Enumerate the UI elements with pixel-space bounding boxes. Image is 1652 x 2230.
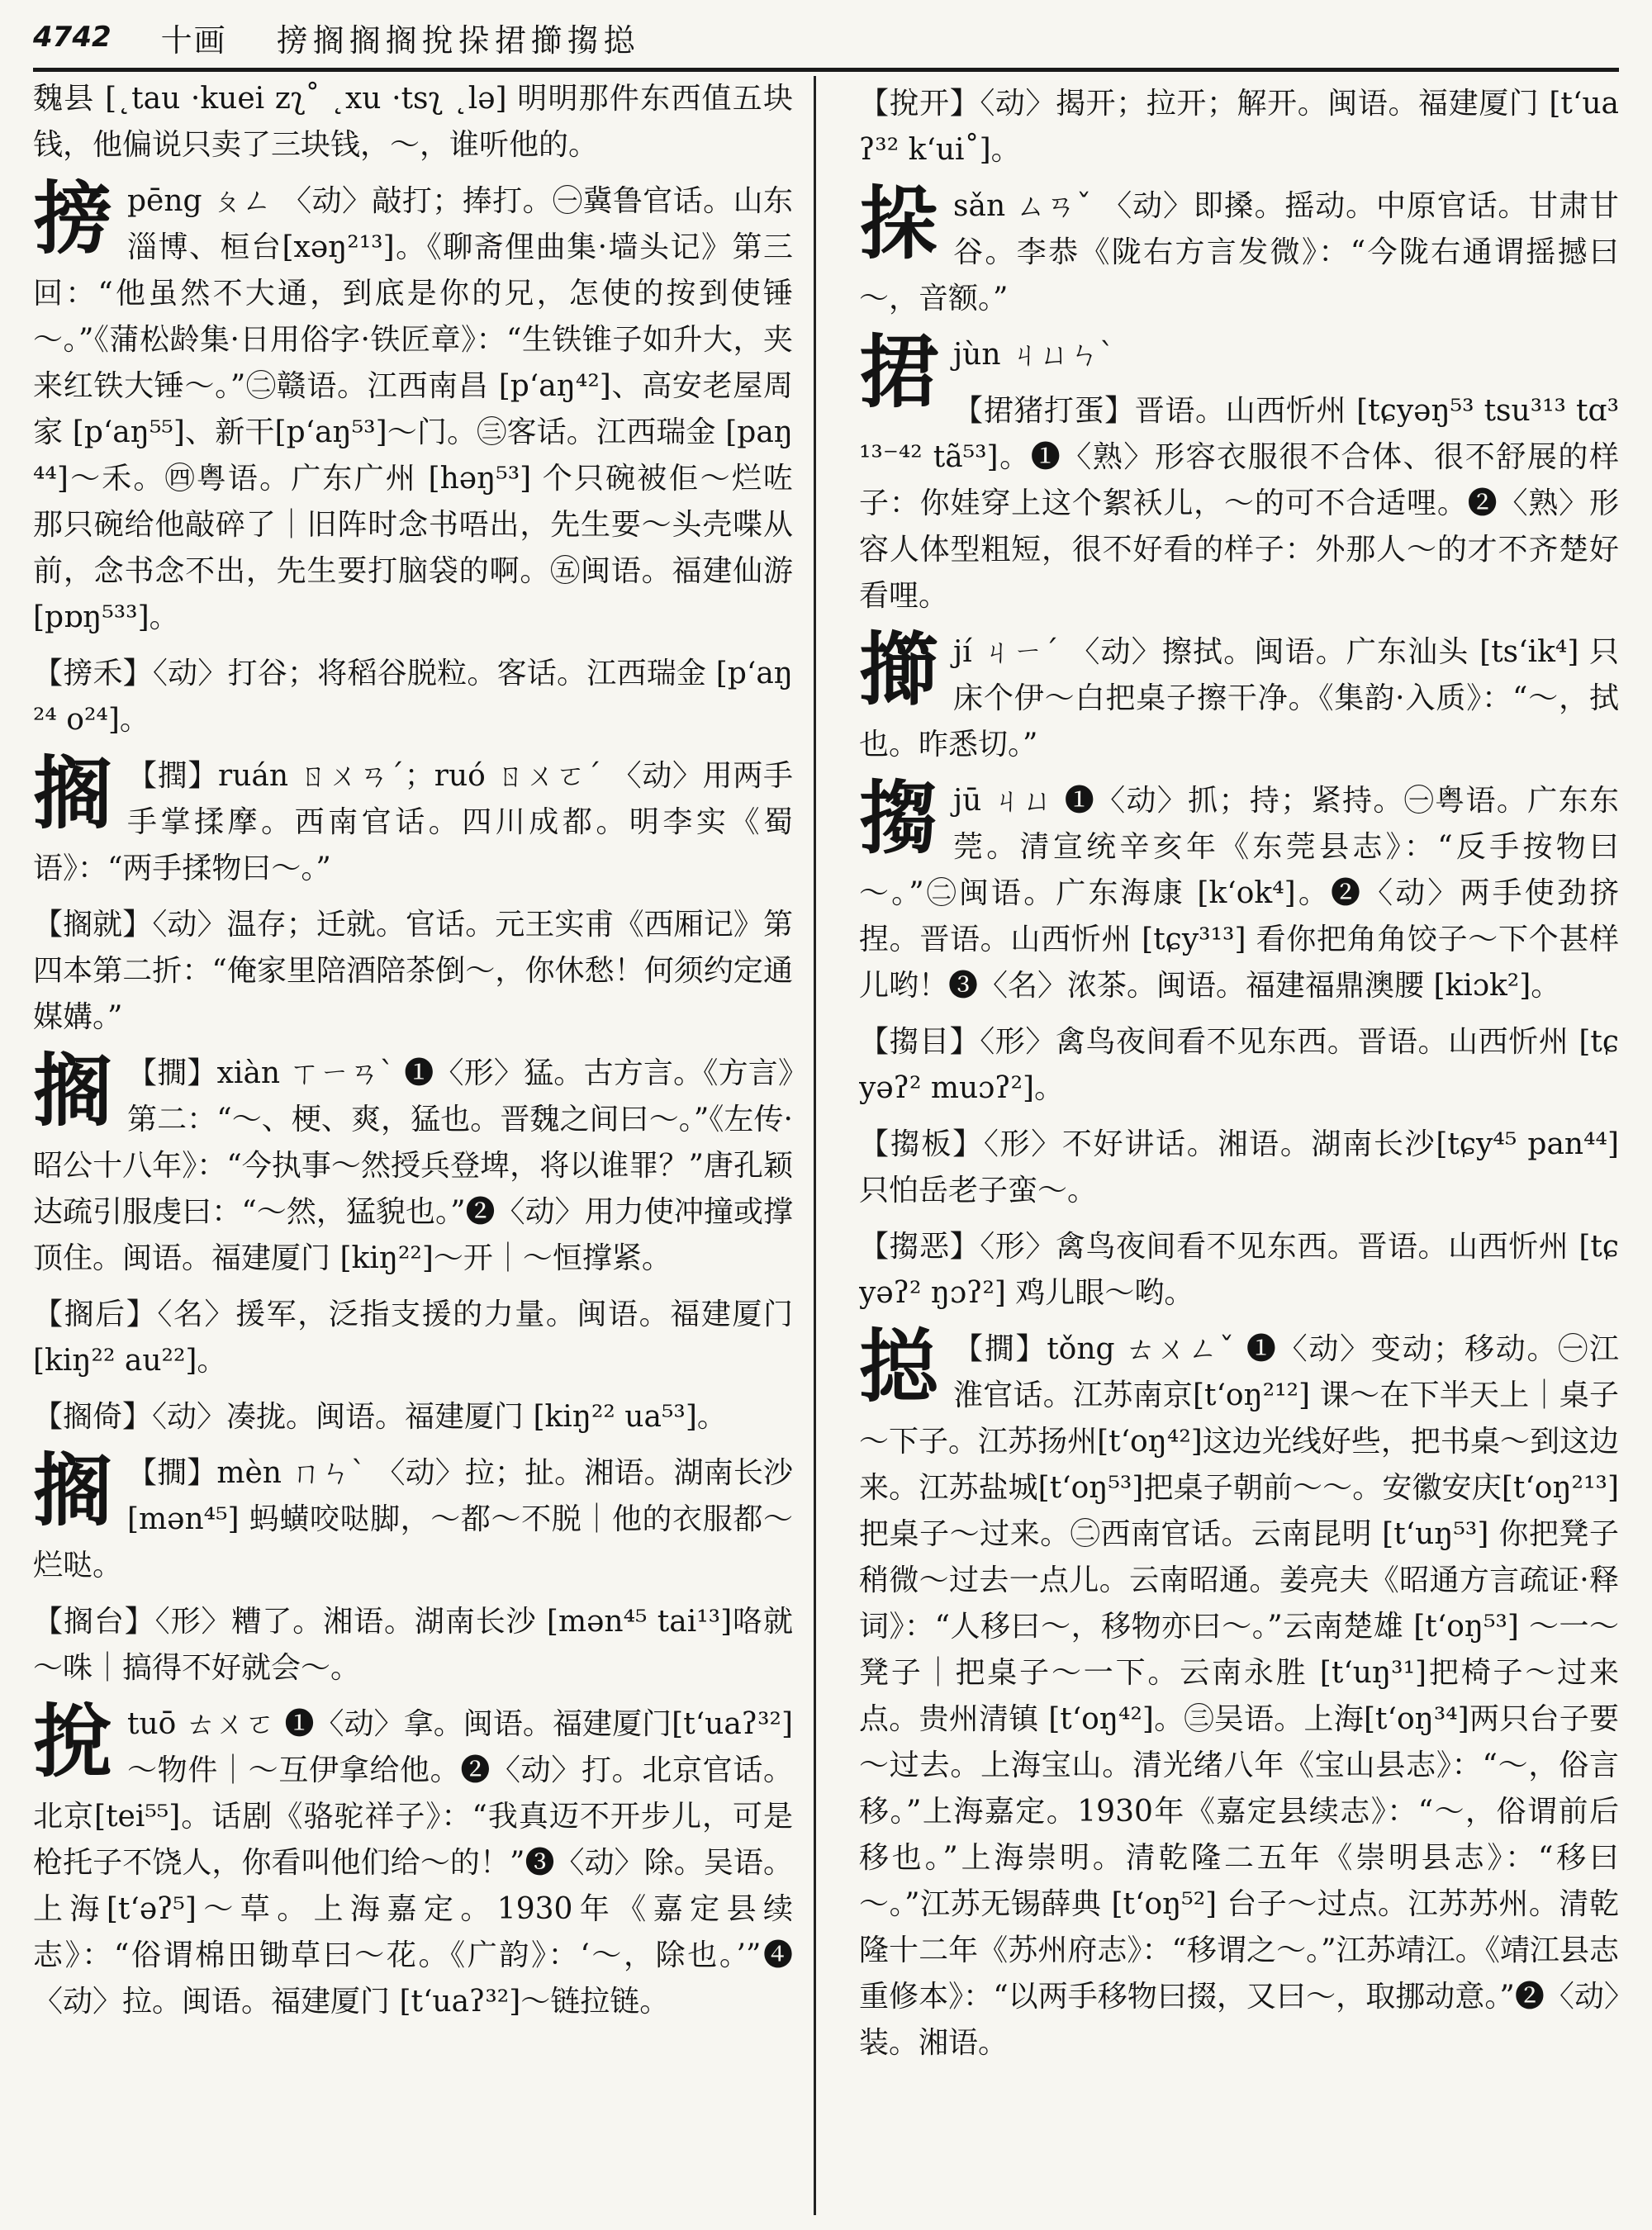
compound-entry bbox=[859, 81, 1619, 173]
entry-text: tuō ㄊㄨㄛ ❶〈动〉拿。闽语。福建厦门[tʻuaʔ³²]～物件｜～互伊拿给他。❷〈动〉打。北京官话。北京[tei⁵⁵]。话剧《骆驼祥子》：“我真迈不开步儿，可是枪托子不饶人，你看叫他们给～的！”❸〈动〉除。吴语。上海[tʻəʔ⁵]～草。上海嘉定。1930年《嘉定县续志》：“俗谓棉田锄草曰～花。《广韵》：‘～，除也。’”❹〈动〉拉。闽语。福建厦门 [tʻuaʔ³²]～链拉链。 bbox=[33, 1707, 793, 2019]
headword-character: 挆 bbox=[859, 177, 938, 270]
entry-text: 【搁倚】〈动〉凑拢。闽语。福建厦门 [kiŋ²² ua⁵³]。 bbox=[33, 1400, 727, 1434]
headword-entry bbox=[859, 325, 1619, 419]
entry-text: sǎn ㄙㄢˇ 〈动〉即搡。摇动。中原官话。甘肃甘谷。李恭《陇右方言发微》：“今陇右通谓摇撼曰～，音额。” bbox=[859, 189, 1619, 316]
headword-entry bbox=[33, 1044, 793, 1282]
left-column bbox=[33, 76, 793, 2215]
compound-entry bbox=[33, 1599, 793, 1691]
compound-entry bbox=[33, 1394, 793, 1440]
headword-entry bbox=[859, 177, 1619, 322]
headword-character: 搒 bbox=[33, 172, 112, 265]
headword-character: 擳 bbox=[859, 623, 938, 716]
compound-entry bbox=[859, 1019, 1619, 1112]
stroke-section-title: 十画 bbox=[160, 21, 227, 59]
continued-entry bbox=[33, 76, 793, 168]
entry-text: 【搊恶】〈形〉禽鸟夜间看不见东西。晋语。山西忻州 [tɕyəʔ² ŋɔʔ²] 鸡儿眼～哟。 bbox=[859, 1230, 1619, 1310]
compound-entry bbox=[33, 651, 793, 743]
entry-text: 【搊板】〈形〉不好讲话。湘语。湖南长沙[tɕy⁴⁵ pan⁴⁴] 只怕岳老子蛮～。 bbox=[859, 1127, 1619, 1208]
headword-character: 搃 bbox=[859, 1320, 938, 1413]
compound-entry bbox=[33, 902, 793, 1041]
entry-text: 【搁就】〈动〉温存；迁就。官话。元王实甫《西厢记》第四本第二折：“俺家里陪酒陪茶倒～，你休愁！何须约定通媒媾。” bbox=[33, 908, 793, 1034]
header-character-range: 搒搁搁搁挩挆捃擳搊搃 bbox=[276, 21, 640, 59]
entry-text: 【撊】mèn ㄇㄣˋ 〈动〉拉；扯。湘语。湖南长沙 [mən⁴⁵] 蚂蟥咬哒脚，～都～不脱｜他的衣服都～烂哒。 bbox=[33, 1456, 793, 1582]
compound-entry bbox=[33, 1292, 793, 1384]
headword-character: 搁 bbox=[33, 1444, 112, 1537]
right-column bbox=[859, 76, 1619, 2215]
headword-entry bbox=[33, 1444, 793, 1589]
entry-text: 【挩开】〈动〉揭开；拉开；解开。闽语。福建厦门 [tʻuaʔ³² kʻui˚]。 bbox=[859, 87, 1619, 167]
headword-entry bbox=[33, 172, 793, 641]
headword-entry bbox=[859, 1320, 1619, 2066]
headword-entry bbox=[859, 623, 1619, 768]
entry-text: jùn ㄐㄩㄣˋ bbox=[953, 338, 1114, 372]
headword-entry bbox=[33, 1695, 793, 2025]
page-number: 4742 bbox=[33, 21, 112, 54]
entry-text: 【撊】xiàn ㄒㄧㄢˋ ❶〈形〉猛。古方言。《方言》第二：“～、梗、爽，猛也。晋魏之间曰～。”《左传·昭公十八年》：“今执事～然授兵登埤，将以谁罪？”唐孔颖达疏引服虔曰：“～然，猛貌也。”❷〈动〉用力使冲撞或撑顶住。闽语。福建厦门 [kiŋ²²]～开｜～恒撑紧。 bbox=[33, 1056, 793, 1275]
entry-text: 【撋】ruán ㄖㄨㄢˊ；ruó ㄖㄨㄛˊ 〈动〉用两手手掌揉摩。西南官话。四川成都。明李实《蜀语》：“两手揉物曰～。” bbox=[33, 759, 793, 885]
headword-entry bbox=[859, 771, 1619, 1009]
page-header bbox=[33, 7, 1619, 72]
entry-text: 【撊】tǒng ㄊㄨㄥˇ ❶〈动〉变动；移动。㊀江淮官话。江苏南京[tʻoŋ²¹²] 课～在下半天上｜桌子～下子。江苏扬州[tʻoŋ⁴²]这边光线好些，把书桌～到这边来。江苏盐城[tʻoŋ⁵³]把桌子朝前～～。安徽安庆[tʻoŋ²¹³]把桌子～过来。㊁西南官话。云南昆明 [tʻuŋ⁵³] 你把凳子稍微～过去一点儿。云南昭通。姜亮夫《昭通方言疏证·释词》：“人移曰～，移物亦曰～。”云南楚雄 [tʻoŋ⁵³] ～一～凳子｜把桌子～一下。云南永胜 [tʻuŋ³¹]把椅子～过来点。贵州清镇 [tʻoŋ⁴²]。㊂吴语。上海[tʻoŋ³⁴]两只台子要～过去。上海宝山。清光绪八年《宝山县志》：“～，俗言移。”上海嘉定。1930年《嘉定县续志》：“～，俗谓前后移也。”上海崇明。清乾隆二五年《崇明县志》：“移曰～。”江苏无锡薛典 [tʻoŋ⁵²] 台子～过点。江苏苏州。清乾隆十二年《苏州府志》：“移谓之～。”江苏靖江。《靖江县志重修本》：“以两手移物曰掇，又曰～，取挪动意。”❷〈动〉装。湘语。 bbox=[859, 1332, 1619, 2060]
entry-text: 【搒禾】〈动〉打谷；将稻谷脱粒。客话。江西瑞金 [pʻaŋ²⁴ o²⁴]。 bbox=[33, 657, 793, 737]
compound-entry bbox=[859, 388, 1619, 619]
entry-text: 魏县 [˛tau ·kuei zʅ˚ ˛xu ·tsʅ ˛lə] 明明那件东西值五块钱，他偏说只卖了三块钱，～，谁听他的。 bbox=[33, 82, 793, 162]
entry-text: jū ㄐㄩ ❶〈动〉抓；持；紧持。㊀粤语。广东东莞。清宣统辛亥年《东莞县志》：“反手按物曰～。”㊁闽语。广东海康 [kʻok⁴]。❷〈动〉两手使劲挤捏。晋语。山西忻州 [tɕy³¹³] 看你把角角饺子～下个甚样儿哟！❸〈名〉浓茶。闽语。福建福鼎澳腰 [kiɔk²]。 bbox=[859, 784, 1619, 1003]
entry-text: 【捃猪打蛋】晋语。山西忻州 [tɕyəŋ⁵³ tsu³¹³ tɑ³¹³⁻⁴² tã⁵³]。❶〈熟〉形容衣服很不合体、很不舒展的样子：你娃穿上这个絮袄儿，～的可不合适哩。❷〈熟〉形容人体型粗短，很不好看的样子：外那人～的才不齐楚好看哩。 bbox=[859, 394, 1619, 613]
entry-text: 【搁台】〈形〉糟了。湘语。湖南长沙 [mən⁴⁵ tai¹³]咯就～咮｜搞得不好就会～。 bbox=[33, 1605, 793, 1685]
headword-character: 搊 bbox=[859, 771, 938, 865]
headword-entry bbox=[33, 747, 793, 892]
compound-entry bbox=[859, 1224, 1619, 1317]
column-divider bbox=[814, 76, 816, 2215]
headword-character: 搁 bbox=[33, 747, 112, 840]
headword-character: 挩 bbox=[33, 1695, 112, 1788]
headword-character: 搁 bbox=[33, 1044, 112, 1137]
compound-entry bbox=[859, 1122, 1619, 1214]
entry-text: 【搁后】〈名〉援军，泛指支援的力量。闽语。福建厦门 [kiŋ²² au²²]。 bbox=[33, 1298, 793, 1378]
entry-text: 【搊目】〈形〉禽鸟夜间看不见东西。晋语。山西忻州 [tɕyəʔ² muɔʔ²]。 bbox=[859, 1025, 1619, 1105]
entry-text: pēng ㄆㄥ 〈动〉敲打；捧打。㊀冀鲁官话。山东淄博、桓台[xəŋ²¹³]。《聊斋俚曲集·墙头记》第三回：“他虽然不大通，到底是你的兄，怎使的按到使锤～。”《蒲松龄集·日用俗字·铁匠章》：“生铁锥子如升大，夹来红铁大锤～。”㊁赣语。江西南昌 [pʻaŋ⁴²]、高安老屋周家 [pʻaŋ⁵⁵]、新干[pʻaŋ⁵³]～门。㊂客话。江西瑞金 [paŋ⁴⁴]～禾。㊃粤语。广东广州 [həŋ⁵³] 个只碗被佢～烂咗 那只碗给他敲碎了｜旧阵时念书唔出，先生要～头壳喋从前，念书念不出，先生要打脑袋的啊。㊄闽语。福建仙游[pɒŋ⁵³³]。 bbox=[33, 184, 793, 634]
entry-text: jí ㄐㄧˊ 〈动〉擦拭。闽语。广东汕头 [tsʻik⁴] 只床个伊～白把桌子擦干净。《集韵·入质》：“～，拭也。昨悉切。” bbox=[859, 635, 1619, 762]
headword-character: 捃 bbox=[859, 325, 938, 419]
